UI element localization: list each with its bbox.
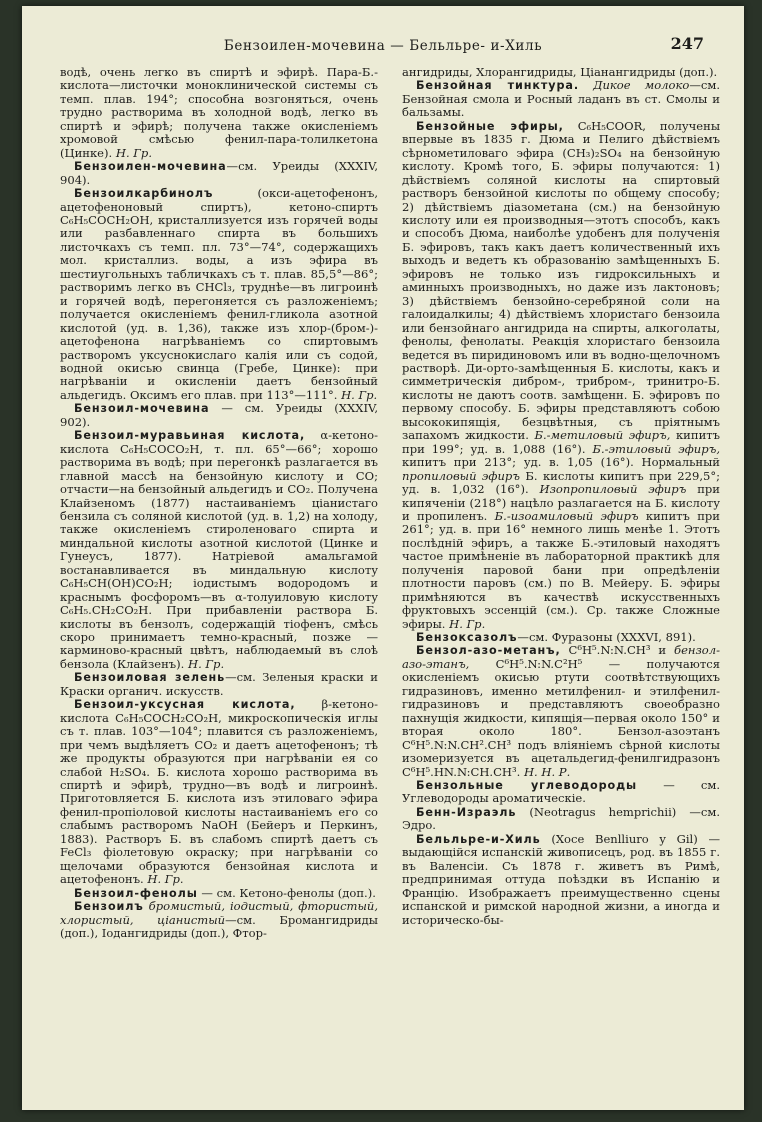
headword: Бензоксазолъ: [416, 631, 518, 645]
entry-benzoil-uksusnaya-kislota: Бензоил-уксусная кислота, β-кетоно-кислота C₆H₅COCH₂CO₂H, микроскопическія иглы съ т. плав. 103°—104°; плавится съ разложеніемъ, при чемъ выдѣляетъ CO₂ и даетъ ацетофенонъ; тѣ же продукты образуются при нагрѣваніи ея со слабой H₂SO₄. Б. кислота хорошо растворима въ спиртѣ и эфирѣ, трудно—въ водѣ и лигроинѣ. Приготовляется Б. кислота изъ этиловаго эфира фенил-пропіоловой кислоты настаиваніемъ его со слабымъ растворомъ NaOH (Бейеръ и Перкинъ, 1883). Растворъ Б. въ слабомъ спиртѣ даетъ съ FeCl₃ фіолетовую окраску; при нагрѣваніи со щелочами образуются бензойная кислота и ацетофенонъ. Н. Гр.: [60, 697, 378, 887]
author-signature: Н. Гр.: [449, 616, 486, 631]
entry-benzoilovaya-zelen: Бензоиловая зелень—см. Зеленыя краски и Краски органич. искусств.: [60, 670, 378, 698]
entry-benzoinaya-tinktura: Бензойная тинктура. Дикое молоко—см. Бензойная смола и Росный ладанъ въ ст. Смолы и бальзамы.: [402, 78, 720, 120]
headword: Бензольные углеводороды: [416, 779, 638, 793]
entry-benzoil: Бензоилъ бромистый, іодистый, фтористый, хлористый, ціанистый—см. Бромангидриды (доп.), Іодангидриды (доп.), Фтор-: [60, 899, 378, 940]
headword: Бензоиловая зелень: [74, 671, 226, 685]
page-number: 247: [670, 34, 704, 53]
entry-benzoil-fenoly: Бензоил-фенолы — см. Кетоно-фенолы (доп.).: [74, 885, 376, 900]
headword: Бензоил-фенолы: [74, 886, 198, 900]
author-signature: Н. Гр.: [115, 145, 152, 160]
entry-benzoinye-efiry: Бензойные эфиры, C₆H₅COOR, получены впервые въ 1835 г. Дюма и Пелиго дѣйствіемъ сѣрнометиловаго эфира (CH₃)₂SO₄ на бензойную кислоту. Кромѣ того, Б. эфиры получаются: 1) дѣйствіемъ соляной кислоты на спиртовый растворъ бензойной кислоты по общему способу; 2) дѣйствіемъ діазометана (см.) на бензойную кислоту или ея производныя—этотъ способъ, какъ и способъ Дюма, наиболѣе удобенъ для полученія Б. эфировъ, такъ какъ даетъ количественный ихъ выходъ и ведетъ къ образованію замѣщенныхъ Б. эфировъ не только изъ гидроксильныхъ и аминныхъ производныхъ, но даже изъ лактоновъ; 3) дѣйствіемъ бензойно-серебряной соли на галоидалкилы; 4) дѣйствіемъ хлористаго бензоила или бензойнаго ангидрида на спирты, алкоголаты, фенолы, фенолаты. Реакція хлористаго бензоила ведется въ пиридиновомъ или въ водно-щелочномъ растворѣ. Ди-орто-замѣщенныя Б. кислоты, какъ и симметрическія дибром-, трибром-, тринитро-Б. кислоты не даютъ соотв. замѣщенн. Б. эфировъ по первому способу. Б. эфиры представляютъ собою высококипящія, безцвѣтныя, съ пріятнымъ запахомъ жидкости. Б.-метиловый эфиръ, кипитъ при 199°; уд. в. 1,088 (16°). Б.-этиловый эфиръ, кипитъ при 213°; уд. в. 1,05 (16°). Нормальный пропиловый эфиръ Б. кислоты кипитъ при 229,5°; уд. в. 1,032 (16°). Изопропиловый эфиръ при кипяченіи (218°) нацѣло разлагается на Б. кислоту и пропиленъ. Б.-изоамиловый эфиръ кипитъ при 261°; уд. в. при 16° немного лишь менѣе 1. Этотъ послѣдній эфиръ, а также Б.-этиловый находятъ частое примѣненіе въ лабораторной практикѣ для полученія паровой бани при опредѣленіи плотности паровъ (см.) по В. Мейеру. Б. эфиры примѣняются въ качествѣ искусственныхъ фруктовыхъ эссенцій (см.). Ср. также Сложные эфиры. Н. Гр.: [402, 118, 721, 631]
running-head: Бензоилен-мочевина — Бельльре- и-Хиль: [223, 38, 543, 54]
headword: Бензол-азо-метанъ,: [416, 644, 561, 658]
headword: Бензойная тинктура.: [416, 79, 579, 93]
author-signature: Н. Гр.: [341, 387, 378, 402]
headword: Бенн-Израэль: [416, 805, 517, 819]
entry-benzoilkarbinol: Бензоилкарбинолъ (окси-ацетофенонъ, ацетофеноновый спиртъ), кетоно-спиртъ C₆H₅COCH₂OH, кристаллизуется изъ горячей воды или разбавленнаго спирта въ большихъ листочкахъ съ темп. пл. 73°—74°, содержащихъ мол. кристаллиз. воды, а изъ эфира въ шестиугольныхъ табличкахъ съ т. плав. 85,5°—86°; растворимъ легко въ CHCl₃, труднѣе—въ лигроинѣ и горячей водѣ, перегоняется съ разложеніемъ; получается окисленіемъ фенил-гликола азотной кислотой (уд. в. 1,36), также изъ хлор-(бром-)-ацетофенона нагрѣваніемъ со спиртовымъ растворомъ уксуснокислаго калія или съ содой, водной окисью свинца (Гребе, Цинке): при нагрѣваніи и окисленіи даетъ бензойный альдегидъ. Оксимъ его плав. при 113°—111°. Н. Гр.: [60, 186, 378, 402]
book-page: [22, 6, 744, 1110]
headword: Бензойные эфиры,: [416, 119, 564, 133]
entry-benzoil-mochevina: Бензоил-мочевина — см. Уреиды (XXXIV, 902).: [60, 401, 379, 429]
author-signature: Н. Гр.: [147, 872, 184, 887]
entry-continuation: водѣ, очень легко въ спиртѣ и эфирѣ. Пара-Б.-кислота—листочки моноклинической системы съ темп. плав. 194°; способна возгоняться, очень трудно растворима въ холодной водѣ, легко въ спиртѣ и эфирѣ; получена также окисленіемъ хромовой смѣсью фенил-пара-толилкетона (Цинке). Н. Гр.: [60, 65, 378, 160]
headword: Бензоил-мочевина: [74, 402, 210, 416]
author-signature: Н. Н. Р.: [523, 764, 571, 779]
entry-benzoilen-mochevina: Бензоилен-мочевина—см. Уреиды (XXXIV, 904).: [60, 159, 378, 187]
headword: Бензоилкарбинолъ: [74, 187, 214, 201]
headword: Бензоил-уксусная кислота,: [74, 698, 296, 712]
left-column: [60, 66, 378, 940]
headword: Бельльре-и-Хиль: [416, 832, 541, 846]
right-column: [402, 66, 720, 927]
headword: Бензоилъ: [74, 900, 144, 914]
entry-continuation: ангидриды, Хлорангидриды, Ціанангидриды (доп.).: [402, 65, 718, 79]
entry-benlliure-i-khil: Бельльре-и-Хиль (Xoce Benlliuro y Gil) —выдающійся испанскій живописецъ, род. въ 1855 г. въ Валенсіи. Съ 1878 г. живетъ въ Римѣ, предпринимая оттуда поѣздки въ Испанію и Францію. Изображаетъ преимущественно сцены испанской и римской народной жизни, а иногда и историческо-бы-: [402, 831, 720, 927]
headword: Бензоилен-мочевина: [74, 160, 227, 174]
headword: Бензоил-муравьиная кислота,: [74, 429, 306, 443]
entry-benn-izrael: Бенн-Израэль (Neotragus hemprichii) —см. Эдро.: [402, 804, 720, 833]
entry-benzolnye-uglevodorody: Бензольные углеводороды — см. Углеводороды ароматическіе.: [402, 778, 720, 806]
entry-benzoil-muravinaya-kislota: Бензоил-муравьиная кислота, α-кетоно-кислота C₆H₅COCO₂H, т. пл. 65°—66°; хорошо растворима въ водѣ; при перегонкѣ разлагается въ главной массѣ на бензойную кислоту и CO; отчасти—на бензойный альдегидъ и CO₂. Получена Клайзеномъ (1877) настаиваніемъ ціанистаго бензила съ соляной кислотой (уд. в. 1,2) на холоду, также окисленіемъ стироленоваго спирта и миндальной кислоты азотной кислотой (Цинке и Гунеусъ, 1877). Натріевой амальгамой востанавливается въ миндальную кислоту C₆H₅CH(OH)CO₂H; іодистымъ водородомъ и краснымъ фосфоромъ—въ α-толуиловую кислоту C₆H₅.CH₂CO₂H. При прибавленіи раствора Б. кислоты въ бензолъ, содержащій тіофенъ, смѣсь скоро принимаетъ темно-красный, позже — карминово-красный цвѣтъ, наблюдаемый въ слоѣ бензола (Клайзенъ). Н. Гр.: [60, 428, 378, 671]
entry-benzol-azo-metan: Бензол-азо-метанъ, C⁶H⁵.N:N.CH³ и бензол-азо-этанъ, C⁶H⁵.N:N.C²H⁵ — получаются окисленіемъ окисью ртути соотвѣтствующихъ гидразиновъ, именно метилфенил- и этилфенил-гидразиновъ и представляютъ своеобразно пахнущія жидкости, кипящія—первая около 150° и вторая около 180°. Бензол-азоэтанъ C⁶H⁵.N:N.CH².CH³ подъ вліяніемъ сѣрной кислоты изомеризуется въ ацетальдегид-фенилгидразонъ C⁶H⁵.HN.N:CH.CH³. Н. Н. Р.: [402, 643, 721, 779]
author-signature: Н. Гр.: [188, 656, 225, 671]
entry-benzoksazol: Бензоксазолъ—см. Фуразоны (XXXVI, 891).: [416, 630, 696, 645]
